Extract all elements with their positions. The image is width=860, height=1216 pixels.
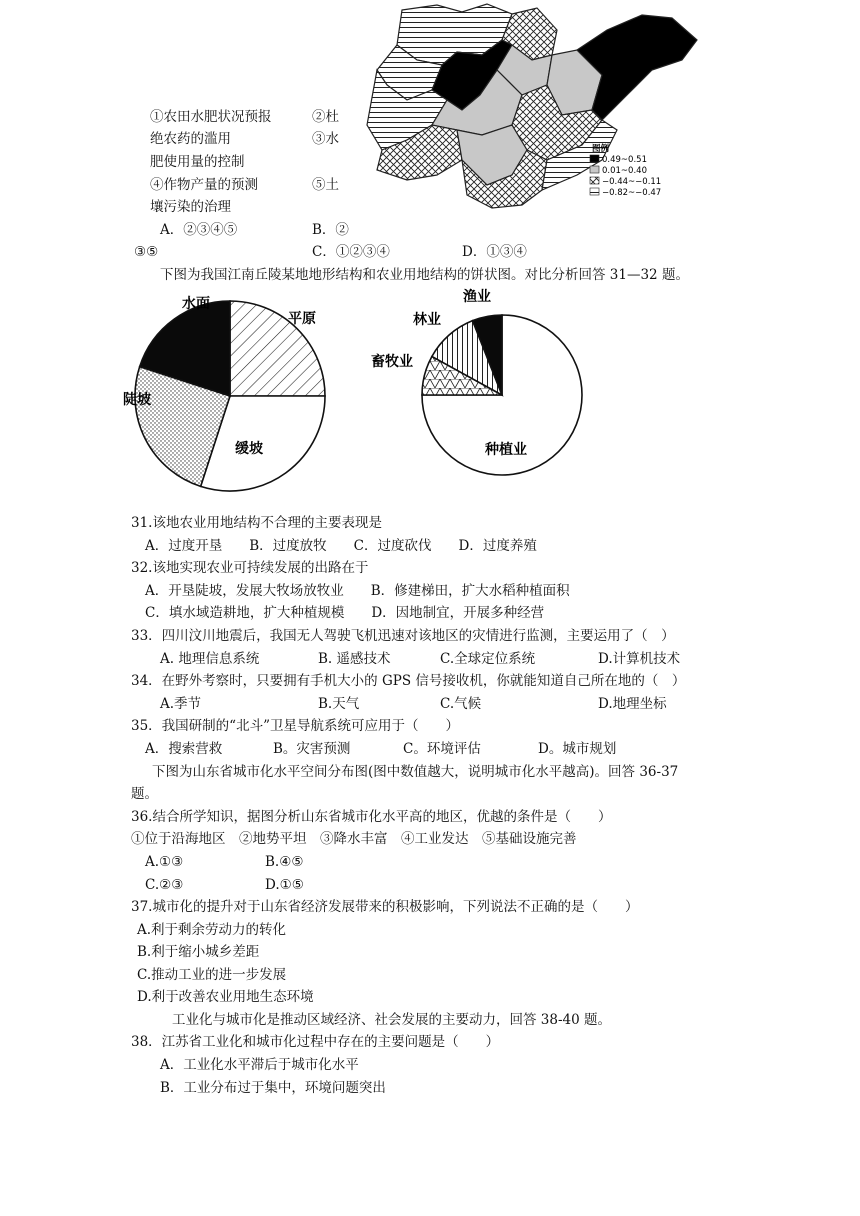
q35-stem: 35．我国研制的“北斗”卫星导航系统可应用于（ ） — [131, 718, 459, 734]
q33-stem: 33．四川汶川地震后，我国无人驾驶飞机迅速对该地区的灾情进行监测，主要运用了（ ） — [131, 628, 675, 644]
map-legend-label-2: 0.01~0.40 — [602, 166, 647, 176]
map-region-east — [577, 15, 697, 120]
q33-option-d: D.计算机技术 — [598, 651, 681, 667]
q34-stem: 34．在野外考察时，只要拥有手机大小的 GPS 信号接收机，你就能知道自己所在地的（ ） — [131, 673, 686, 689]
pie1-slice-label-1: 平原 — [288, 311, 316, 327]
q30-item-2-start: ②杜 — [312, 109, 339, 125]
q30-item-5-start: ⑤土 — [312, 177, 339, 193]
pie2-slice-label-2: 畜牧业 — [371, 354, 413, 370]
q30-option-d: D．①③④ — [462, 244, 527, 260]
intro-36-37: 下图为山东省城市化水平空间分布图(图中数值越大，说明城市化水平越高)。回答 36-37 — [152, 764, 679, 780]
pie2-slice-label-4: 渔业 — [463, 289, 491, 305]
pie2-slice-label-3: 林业 — [413, 312, 441, 328]
pie1-slice-label-4: 水面 — [182, 296, 210, 312]
q33-option-a: A. 地理信息系统 — [160, 651, 260, 667]
q32-options-cd: C．填水域造耕地，扩大种植规模 D．因地制宜，开展多种经营 — [145, 605, 545, 621]
q33-option-c: C.全球定位系统 — [440, 651, 536, 667]
q35-option-d: D。城市规划 — [538, 741, 617, 757]
q38-stem: 38．江苏省工业化和城市化过程中存在的主要问题是（ ） — [131, 1034, 500, 1050]
q34-option-d: D.地理坐标 — [598, 696, 667, 712]
q38-option-a: A．工业化水平滞后于城市化水平 — [160, 1057, 359, 1073]
q30-item-4: ④作物产量的预测 — [150, 177, 258, 193]
pie1-slice-label-3: 陡坡 — [123, 392, 151, 408]
q30-item-1: ①农田水肥状况预报 — [150, 109, 272, 125]
q30-option-b: B．② — [312, 222, 349, 238]
q37-option-a: A.利于剩余劳动力的转化 — [137, 922, 287, 938]
q30-item-3-start: ③水 — [312, 131, 339, 147]
q36-option-a: A.①③ — [145, 854, 184, 870]
q31-options: A．过度开垦 B．过度放牧 C．过度砍伐 D．过度养殖 — [145, 538, 537, 554]
q31-stem: 31.该地农业用地结构不合理的主要表现是 — [131, 515, 382, 531]
shandong-urbanization-map — [362, 0, 702, 210]
map-legend-label-1: 0.49~0.51 — [602, 155, 647, 165]
q35-option-c: C。环境评估 — [403, 741, 481, 757]
q30-option-a: A．②③④⑤ — [160, 222, 238, 238]
q37-option-b: B.利于缩小城乡差距 — [137, 944, 260, 960]
map-legend-label-4: −0.82~−0.47 — [602, 188, 662, 198]
pie1-slice-label-2: 缓坡 — [235, 441, 263, 457]
q32-stem: 32.该地实现农业可持续发展的出路在于 — [131, 560, 369, 576]
q34-option-a: A.季节 — [160, 696, 202, 712]
q36-option-d: D.①⑤ — [265, 877, 304, 893]
intro-36-37-cont: 题。 — [131, 786, 158, 802]
q30-option-c: C．①②③④ — [312, 244, 390, 260]
q34-option-c: C.气候 — [440, 696, 482, 712]
q37-option-d: D.利于改善农业用地生态环境 — [137, 989, 314, 1005]
q36-items: ①位于沿海地区 ②地势平坦 ③降水丰富 ④工业发达 ⑤基础设施完善 — [131, 831, 577, 847]
q30-item-5-cont: 壤污染的治理 — [150, 199, 231, 215]
q30-item-3-cont: 肥使用量的控制 — [150, 154, 245, 170]
terrain-structure-pie-chart — [120, 288, 340, 498]
q37-option-c: C.推动工业的进一步发展 — [137, 967, 287, 983]
agricultural-land-pie-chart — [365, 280, 595, 500]
q36-stem: 36.结合所学知识，据图分析山东省城市化水平高的地区，优越的条件是（ ） — [131, 809, 612, 825]
q33-option-b: B. 遥感技术 — [318, 651, 391, 667]
q30-item-2-cont: 绝农药的滥用 — [150, 131, 231, 147]
map-legend-label-3: −0.44~−0.11 — [602, 177, 662, 187]
map-legend-title: 图例 — [592, 144, 610, 154]
map-legend — [590, 143, 661, 198]
q36-option-c: C.②③ — [145, 877, 184, 893]
q35-option-a: A．搜索营救 — [145, 741, 223, 757]
q38-option-b: B．工业分布过于集中，环境问题突出 — [160, 1080, 386, 1096]
q30-option-b-cont: ③⑤ — [134, 244, 159, 260]
q37-stem: 37.城市化的提升对于山东省经济发展带来的积极影响，下列说法不正确的是（ ） — [131, 899, 639, 915]
intro-31-32: 下图为我国江南丘陵某地地形结构和农业用地结构的饼状图。对比分析回答 31—32 题。 — [160, 267, 689, 283]
q36-option-b: B.④⑤ — [265, 854, 304, 870]
q32-options-ab: A．开垦陡坡，发展大牧场放牧业 B．修建梯田，扩大水稻种植面积 — [145, 583, 570, 599]
pie2-slice-label-1: 种植业 — [485, 442, 527, 458]
q35-option-b: B。灾害预测 — [273, 741, 351, 757]
intro-38-40: 工业化与城市化是推动区域经济、社会发展的主要动力，回答 38-40 题。 — [172, 1012, 611, 1028]
q34-option-b: B.天气 — [318, 696, 360, 712]
